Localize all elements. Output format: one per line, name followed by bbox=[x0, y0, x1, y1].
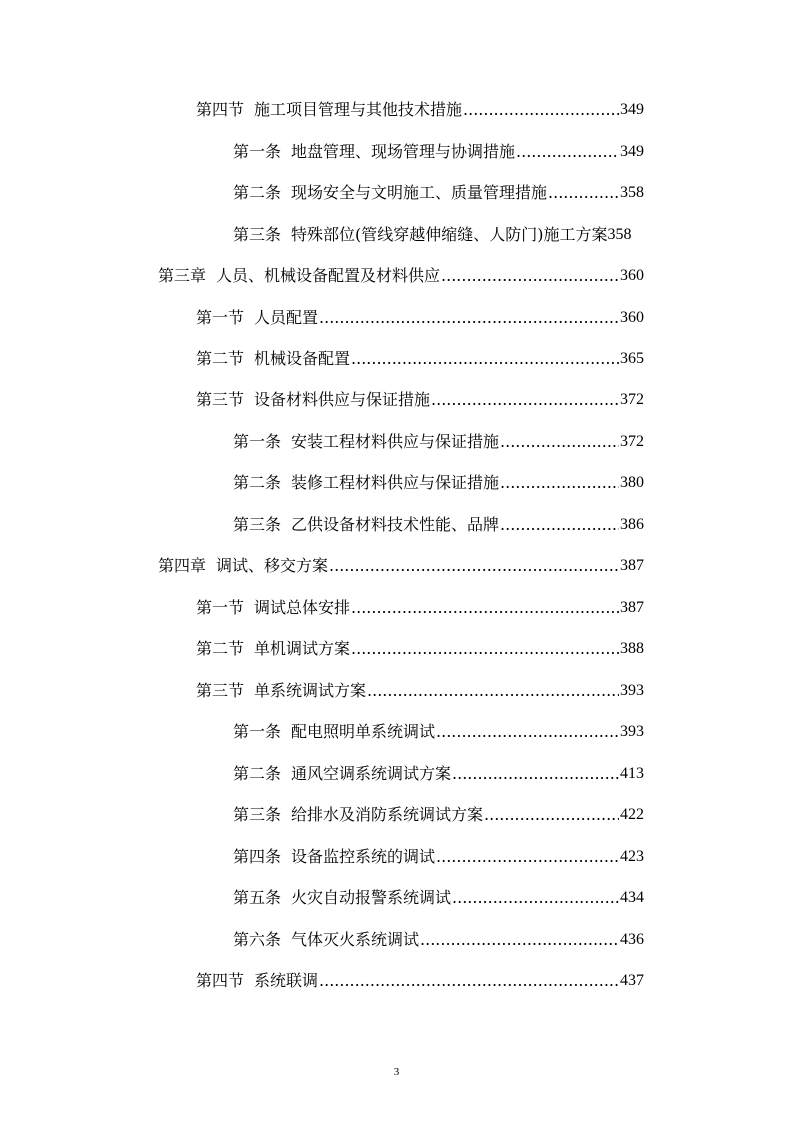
toc-entry-label: 第一条 bbox=[233, 722, 282, 741]
toc-entry-label: 第四节 bbox=[196, 971, 245, 990]
toc-entry bbox=[158, 552, 644, 576]
toc-entry bbox=[233, 138, 644, 162]
toc-entry-page: 349 bbox=[620, 143, 644, 160]
toc-entry bbox=[233, 926, 644, 950]
toc-entry-label: 第一条 bbox=[233, 432, 282, 451]
toc-dot-leader bbox=[500, 515, 619, 535]
toc-dot-leader bbox=[351, 639, 619, 659]
toc-dot-leader bbox=[484, 805, 619, 825]
toc-entry-label: 第四节 bbox=[196, 100, 245, 119]
toc-entry-title: 火灾自动报警系统调试 bbox=[291, 888, 452, 907]
toc-entry-title: 单系统调试方案 bbox=[254, 681, 367, 700]
toc-entry-label: 第四章 bbox=[158, 556, 207, 575]
toc-dot-leader bbox=[500, 473, 619, 493]
page-number: 3 bbox=[393, 1066, 400, 1078]
toc-dot-leader bbox=[516, 142, 619, 162]
toc-entry-label: 第五条 bbox=[233, 888, 282, 907]
toc-entry-label: 第二条 bbox=[233, 473, 282, 492]
toc-entry-page: 380 bbox=[620, 474, 644, 491]
toc-entry-title: 单机调试方案 bbox=[254, 639, 351, 658]
toc-entry bbox=[196, 304, 644, 328]
toc-dot-leader bbox=[500, 432, 619, 452]
toc-entry-label: 第一节 bbox=[196, 598, 245, 617]
toc-entry-label: 第一条 bbox=[233, 142, 282, 161]
toc-entry-page: 422 bbox=[620, 806, 644, 823]
toc-entry-title: 特殊部位(管线穿越伸缩缝、人防门)施工方案 bbox=[291, 225, 608, 244]
toc-entry-page: 388 bbox=[620, 640, 644, 657]
toc-entry bbox=[233, 760, 644, 784]
toc-entry bbox=[233, 718, 644, 742]
toc-entry-title: 气体灭火系统调试 bbox=[291, 930, 420, 949]
toc-entry-page: 349 bbox=[620, 101, 644, 118]
toc-entry-title: 设备材料供应与保证措施 bbox=[254, 390, 431, 409]
toc-entry-title: 通风空调系统调试方案 bbox=[291, 764, 452, 783]
toc-entry bbox=[158, 262, 644, 286]
toc-entry bbox=[233, 221, 693, 245]
toc-entry-title: 现场安全与文明施工、质量管理措施 bbox=[291, 183, 548, 202]
toc-entry-page: 386 bbox=[620, 516, 644, 533]
toc-dot-leader bbox=[452, 764, 619, 784]
toc-entry-label: 第二节 bbox=[196, 349, 245, 368]
toc-entry-title: 系统联调 bbox=[254, 971, 319, 990]
toc-entry-label: 第二条 bbox=[233, 183, 282, 202]
toc-entry bbox=[233, 428, 644, 452]
toc-entry-title: 人员配置 bbox=[254, 308, 319, 327]
toc-entry-page: 436 bbox=[620, 931, 644, 948]
toc-dot-leader bbox=[319, 971, 619, 991]
toc-dot-leader bbox=[431, 390, 619, 410]
toc-entry-page: 365 bbox=[620, 350, 644, 367]
toc-dot-leader bbox=[319, 308, 619, 328]
toc-entry-title: 配电照明单系统调试 bbox=[291, 722, 436, 741]
toc-dot-leader bbox=[420, 930, 619, 950]
toc-entry-title: 乙供设备材料技术性能、品牌 bbox=[291, 515, 500, 534]
toc-entry bbox=[233, 511, 644, 535]
toc-dot-leader bbox=[367, 681, 619, 701]
toc-entry bbox=[196, 967, 644, 991]
toc-entry bbox=[233, 179, 644, 203]
toc-entry-page: 360 bbox=[620, 267, 644, 284]
toc-entry-page: 423 bbox=[620, 848, 644, 865]
toc-entry bbox=[196, 96, 644, 120]
toc-entry bbox=[233, 801, 644, 825]
toc-entry bbox=[233, 843, 644, 867]
toc-dot-leader bbox=[463, 100, 619, 120]
toc-entry-label: 第二节 bbox=[196, 639, 245, 658]
toc-entry-page: 437 bbox=[620, 972, 644, 989]
toc-entry-page: 393 bbox=[620, 682, 644, 699]
toc-entry-page: 372 bbox=[620, 433, 644, 450]
toc-entry bbox=[196, 677, 644, 701]
toc-entry-title: 调试、移交方案 bbox=[216, 556, 329, 575]
toc-dot-leader bbox=[436, 847, 619, 867]
toc-entry-label: 第三条 bbox=[233, 225, 282, 244]
toc-entry-title: 施工项目管理与其他技术措施 bbox=[254, 100, 463, 119]
toc-entry-label: 第三条 bbox=[233, 805, 282, 824]
toc-entry-page: 387 bbox=[620, 599, 644, 616]
toc-entry-title: 设备监控系统的调试 bbox=[291, 847, 436, 866]
toc-dot-leader bbox=[436, 722, 619, 742]
toc-entry bbox=[233, 884, 644, 908]
toc-entry-title: 装修工程材料供应与保证措施 bbox=[291, 473, 500, 492]
toc-entry-label: 第三条 bbox=[233, 515, 282, 534]
toc-entry-title: 安装工程材料供应与保证措施 bbox=[291, 432, 500, 451]
toc-entry-page: 360 bbox=[620, 309, 644, 326]
toc-dot-leader bbox=[329, 556, 619, 576]
toc-entry bbox=[233, 469, 644, 493]
toc-entry-label: 第三节 bbox=[196, 681, 245, 700]
toc-dot-leader bbox=[351, 349, 619, 369]
toc-entry bbox=[196, 386, 644, 410]
toc-entry-page: 393 bbox=[620, 723, 644, 740]
toc-dot-leader bbox=[548, 183, 619, 203]
toc-entry bbox=[196, 345, 644, 369]
toc-entry-title: 调试总体安排 bbox=[254, 598, 351, 617]
toc-entry bbox=[196, 635, 644, 659]
toc-dot-leader bbox=[441, 266, 619, 286]
toc-dot-leader bbox=[351, 598, 619, 618]
toc-entry-label: 第二条 bbox=[233, 764, 282, 783]
toc-entry-page: 358 bbox=[620, 184, 644, 201]
toc-dot-leader bbox=[452, 888, 619, 908]
toc-entry-label: 第四条 bbox=[233, 847, 282, 866]
toc-entry-title: 人员、机械设备配置及材料供应 bbox=[216, 266, 441, 285]
toc-entry-label: 第六条 bbox=[233, 930, 282, 949]
toc-entry bbox=[196, 594, 644, 618]
toc-entry-page: 387 bbox=[620, 557, 644, 574]
toc-entry-title: 地盘管理、现场管理与协调措施 bbox=[291, 142, 516, 161]
toc-entry-title: 给排水及消防系统调试方案 bbox=[291, 805, 484, 824]
toc-entry-page: 413 bbox=[620, 765, 644, 782]
toc-entry-title: 机械设备配置 bbox=[254, 349, 351, 368]
toc-entry-page: 434 bbox=[620, 889, 644, 906]
toc-entry-label: 第一节 bbox=[196, 308, 245, 327]
toc-entry-page: 358 bbox=[607, 226, 632, 243]
toc-entry-page: 372 bbox=[620, 391, 644, 408]
toc-entry-label: 第三节 bbox=[196, 390, 245, 409]
toc-entry-label: 第三章 bbox=[158, 266, 207, 285]
